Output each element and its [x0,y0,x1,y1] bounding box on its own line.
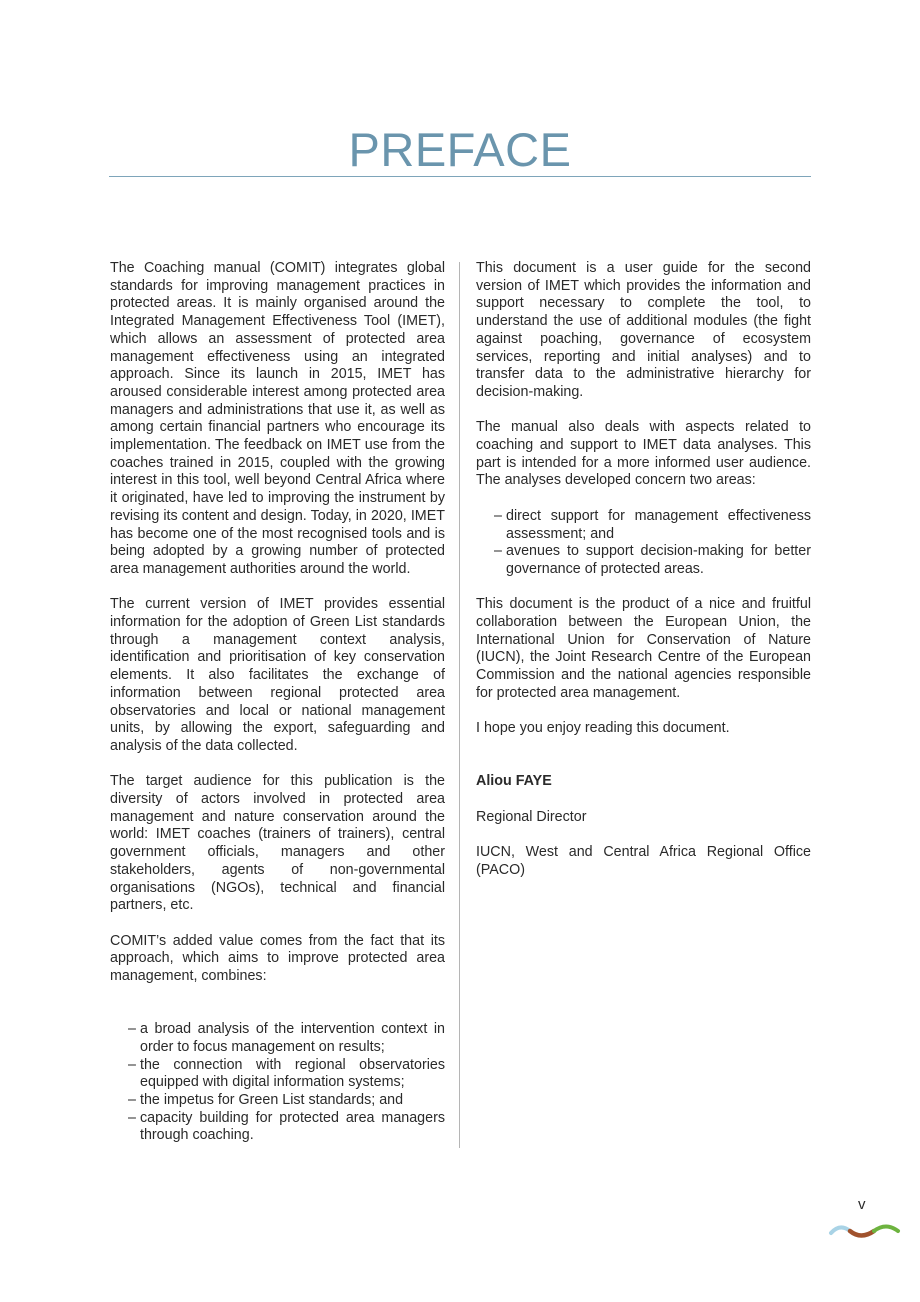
list-item: – capacity building for protected area managers through coaching. [128,1109,445,1144]
paragraph: The current version of IMET provides essential information for the adoption of Green List standards through a management context analysis, identification and prioritisation of key conservation elements. It also facilitates the exchange of information between regional protected area observatories and local or national management units, by allowing the export, safeguarding and analysis of the data collected. [110,596,445,754]
paragraph: The manual also deals with aspects related to coaching and support to IMET data analyses. This part is intended for a more informed user audience. The analyses developed concern two areas: [476,419,811,489]
signature-name: Aliou FAYE [476,773,552,790]
list-item: – the connection with regional observatories equipped with digital information systems; [128,1056,445,1091]
bullet-dash: – [128,1021,136,1038]
paragraph: This document is the product of a nice and fruitful collaboration between the European Union, the International Union for Conservation of Nature (IUCN), the Joint Research Centre of the European Commission and the national agencies responsible for protected area management. [476,596,811,701]
signature-block [476,773,811,879]
bullet-dash: – [128,1091,136,1108]
paragraph: The target audience for this publication is the diversity of actors involved in protected area management and nature conservation around the world: IMET coaches (trainers of trainers), central government officials, managers and other stakeholders, agents of non-governmental organisations (NGOs), technical and financial partners, etc. [110,773,445,914]
left-column [110,260,445,1163]
bullet-list [476,508,811,579]
bullet-dash: – [128,1056,136,1073]
right-column [476,260,811,897]
paragraph: The Coaching manual (COMIT) integrates global standards for improving management practices in protected areas. It is mainly organised around the Integrated Management Effectiveness Tool (IMET), which allows an assessment of protected area management effectiveness using an integrated approach. Since its launch in 2015, IMET has aroused considerable interest among protected area managers and administrations that use it, as well as among certain financial partners who encourage its implementation. The feedback on IMET use from the coaches trained in 2015, coupled with the growing interest in this tool, well beyond Central Africa where it originated, have led to improving the instrument by revising its content and design. Today, in 2020, IMET has become one of the most recognised tools and is being adopted by a growing number of protected area management authorities around the world. [110,260,445,577]
bullet-dash: – [494,543,502,560]
list-item: – a broad analysis of the intervention context in order to focus management on results; [128,1021,445,1055]
paragraph: I hope you enjoy reading this document. [476,720,730,737]
page-number: v [858,1196,866,1213]
page-title: PREFACE [348,123,572,176]
list-item: – avenues to support decision-making for better governance of protected areas. [494,543,811,577]
bullet-dash: – [128,1109,136,1126]
bullet-list [110,1021,445,1145]
signature-role: Regional Director [476,808,587,825]
paragraph: This document is a user guide for the second version of IMET which provides the information and support necessary to complete the tool, to understand the use of additional modules (the fight against poaching, governance of ecosystem services, reporting and initial analyses) and to transfer data to the administrative hierarchy for decision-making. [476,260,811,400]
wave-logo-icon [828,1220,902,1242]
column-divider [459,262,460,1148]
signature-office: IUCN, West and Central Africa Regional Office (PACO) [476,844,811,878]
bullet-dash: – [494,507,502,524]
list-item: – the impetus for Green List standards; and [128,1091,404,1108]
paragraph: COMIT’s added value comes from the fact that its approach, which aims to improve protected area management, combines: [110,932,445,985]
title-underline [109,176,811,177]
list-item: – direct support for management effectiveness assessment; and [494,507,811,542]
